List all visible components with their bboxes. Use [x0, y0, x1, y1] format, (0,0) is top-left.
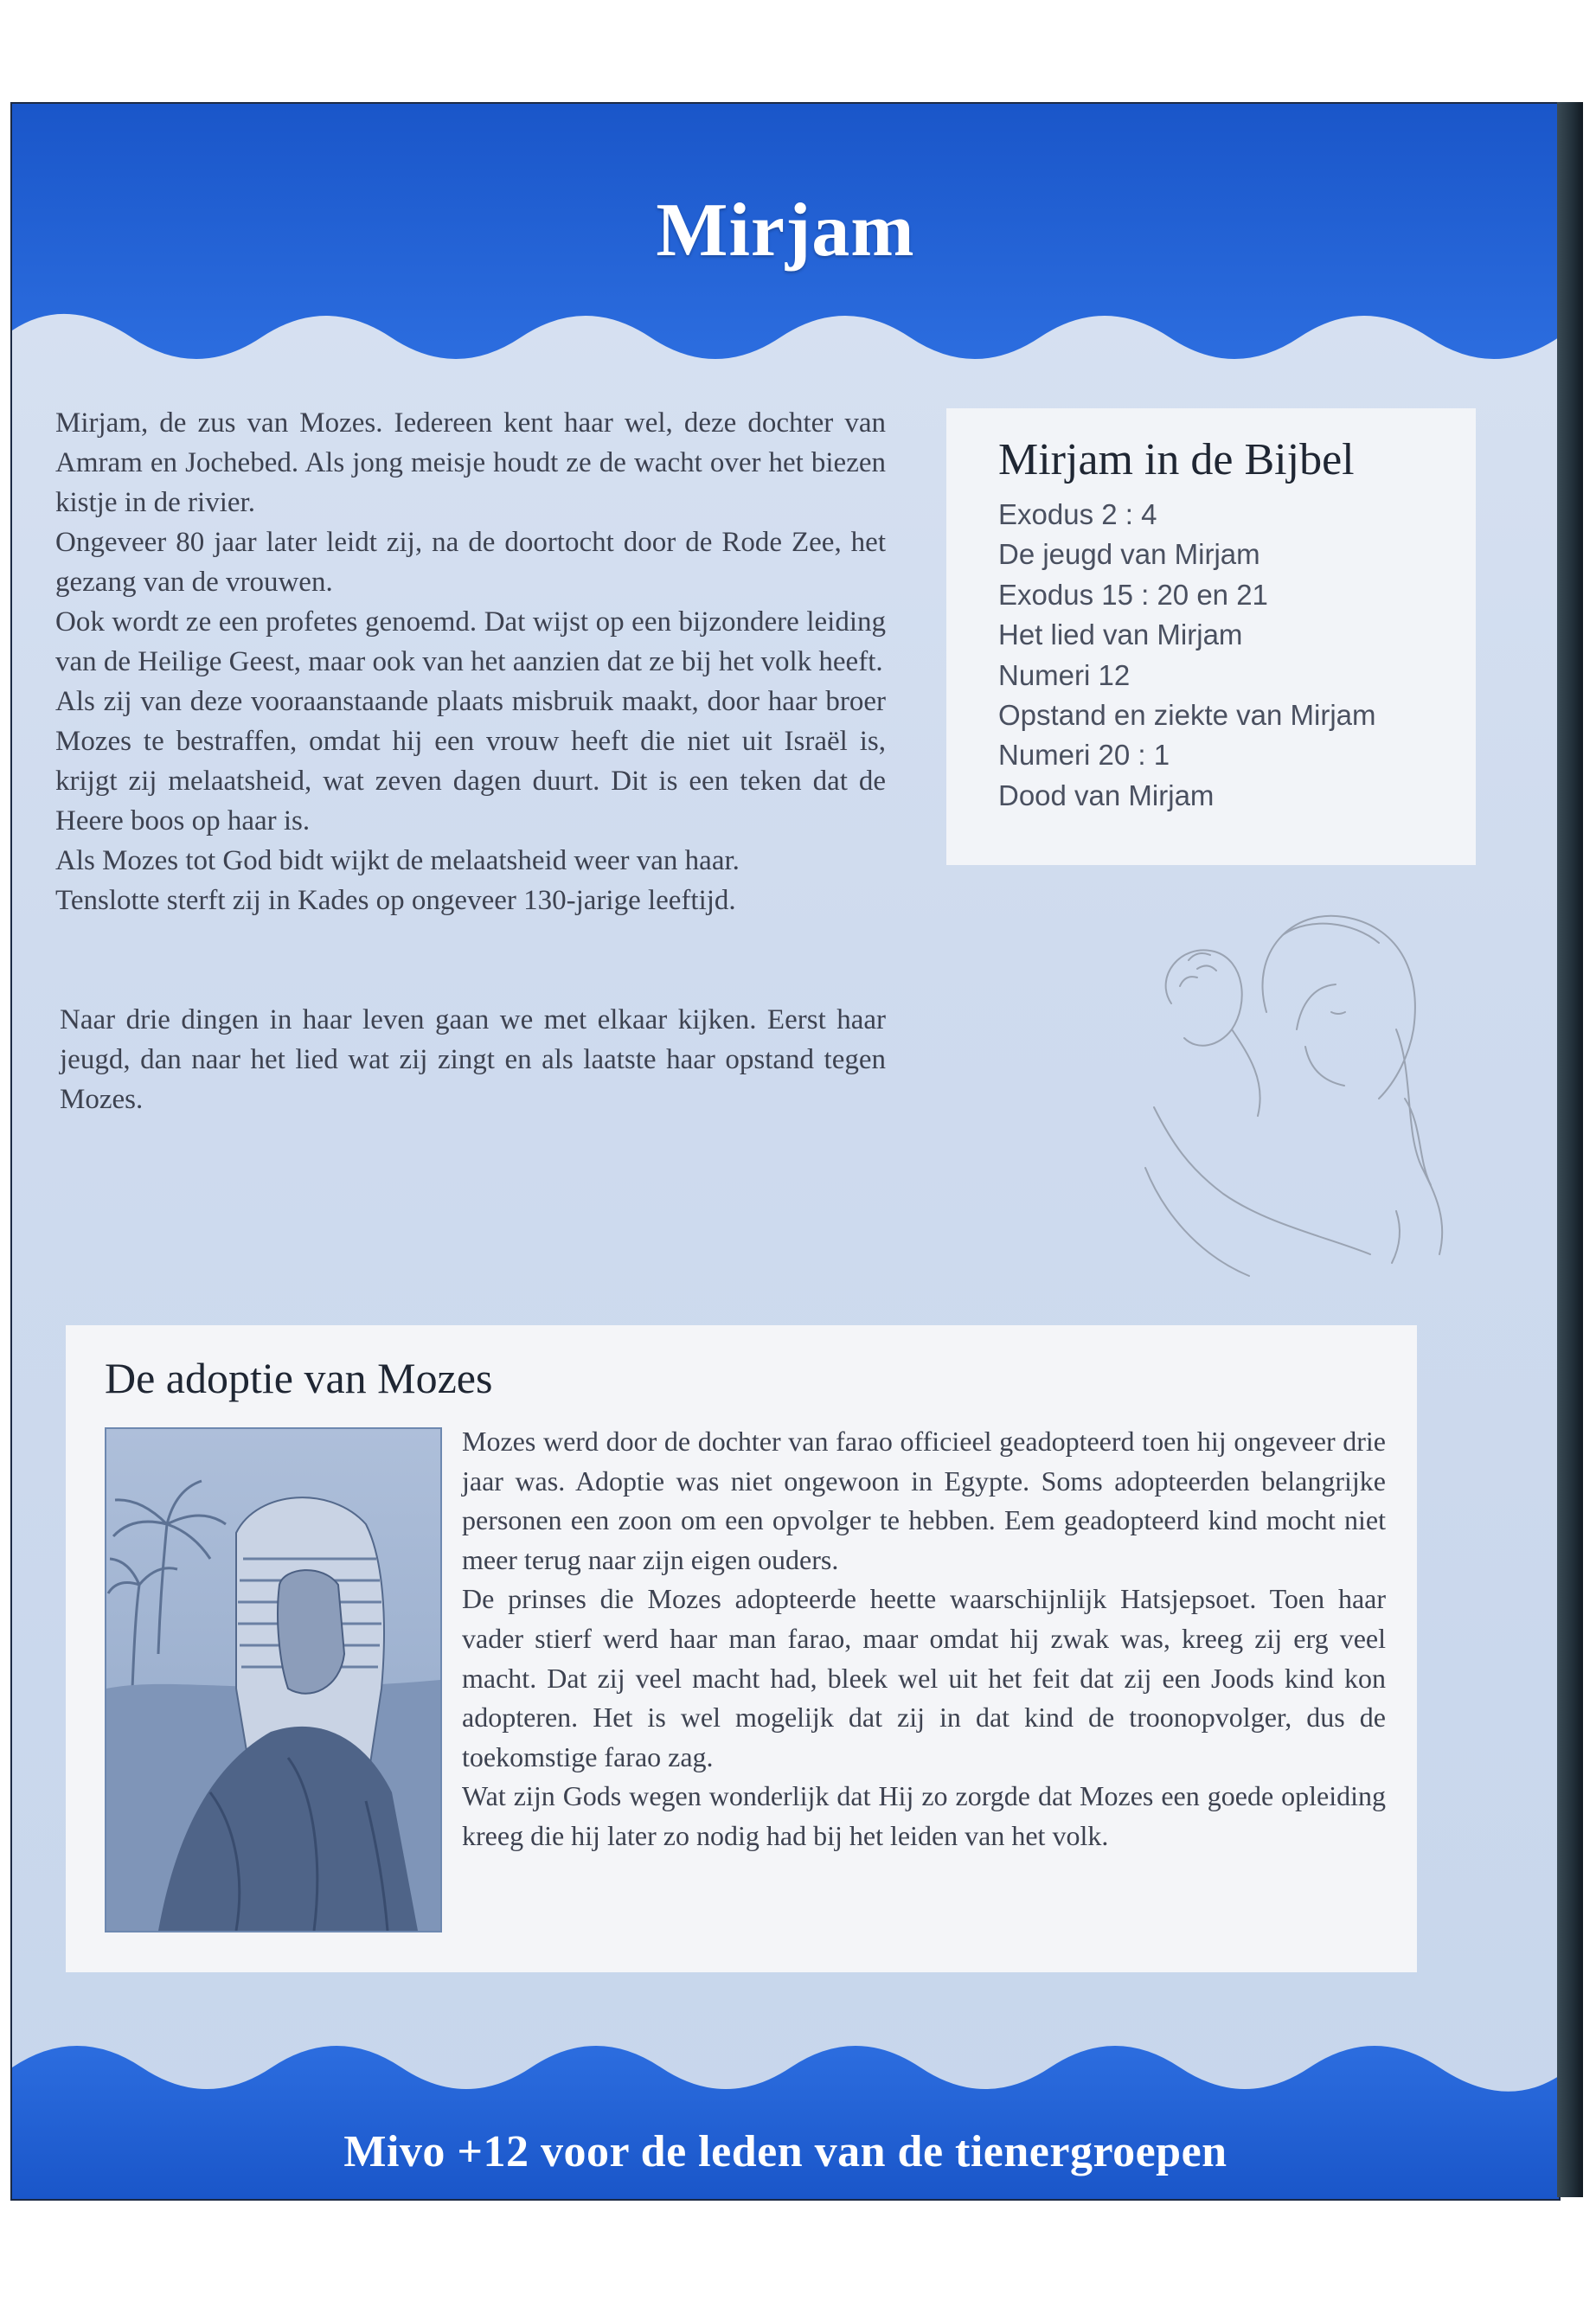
- footer-text: Mivo +12 voor de leden van de tienergroepen: [343, 2127, 1227, 2176]
- bible-references-box: [946, 408, 1476, 865]
- intro-paragraph: Ook wordt ze een profetes genoemd. Dat wijst op een bijzondere leiding van de Heilige Geest, maar ook van het aanzien dat ze bij het volk heeft.: [55, 606, 886, 677]
- intro-text: [55, 403, 886, 920]
- closing-paragraph: Naar drie dingen in haar leven gaan we met elkaar kijken. Eerst haar jeugd, dan naar het lied wat zij zingt en als laatste haar opstand tegen Mozes.: [60, 1004, 886, 1115]
- bible-reference-item: Exodus 2 : 4: [998, 498, 1157, 530]
- intro-paragraph: Als zij van deze vooraanstaande plaats misbruik maakt, door haar broer Mozes te bestraffen, omdat hij een vrouw heeft die niet uit Israël is, krijgt zij melaatsheid, wat zeven dagen duurt. Dit is een teken dat de Heere boos op haar is.: [55, 686, 886, 836]
- adoption-box: [66, 1325, 1417, 1972]
- bible-box-title: Mirjam in de Bijbel: [998, 435, 1355, 484]
- bible-reference-item: Dood van Mirjam: [998, 779, 1215, 811]
- intro-paragraph: Mirjam, de zus van Mozes. Iedereen kent haar wel, deze dochter van Amram en Jochebed. Als jong meisje houdt ze de wacht over het biezen kistje in de rivier.: [55, 407, 886, 518]
- bible-reference-item: Exodus 15 : 20 en 21: [998, 578, 1268, 611]
- intro-paragraph: Tenslotte sterft zij in Kades op ongeveer 130-jarige leeftijd.: [55, 885, 736, 916]
- intro-paragraph: Ongeveer 80 jaar later leidt zij, na de doortocht door de Rode Zee, het gezang van de vrouwen.: [55, 527, 886, 598]
- page-title: Mirjam: [656, 189, 915, 272]
- adoption-text: [462, 1422, 1386, 1856]
- adoption-paragraph: Wat zijn Gods wegen wonderlijk dat Hij zo zorgde dat Mozes een goede opleiding kreeg die hij later zo nodig had bij het leiden van het volk.: [462, 1780, 1386, 1851]
- intro-paragraph: Als Mozes tot God bidt wijkt de melaatsheid weer van haar.: [55, 845, 740, 876]
- adoption-title: De adoptie van Mozes: [105, 1354, 493, 1402]
- mother-child-sketch: [1137, 882, 1483, 1289]
- bible-reference-item: Numeri 20 : 1: [998, 739, 1170, 772]
- adoption-paragraph: De prinses die Mozes adopteerde heette waarschijnlijk Hatsjepsoet. Toen haar vader stierf werd haar man farao, maar omdat hij zwak was, kreeg zij erg veel macht. Dat zij veel macht had, bleek wel uit het feit dat zij een Joods kind kon adopteren. Het is wel mogelijk dat zij in dat kind de troonopvolger, dus de toekomstige farao zag.: [462, 1583, 1386, 1772]
- book-binding-edge: [1557, 102, 1583, 2197]
- bible-reference-list: [998, 495, 1376, 816]
- page: [10, 102, 1561, 2201]
- bible-reference-item: Opstand en ziekte van Mirjam: [998, 699, 1376, 732]
- bible-reference-item: De jeugd van Mirjam: [998, 538, 1260, 571]
- pharaoh-illustration: [105, 1427, 442, 1932]
- bible-reference-item: Numeri 12: [998, 658, 1131, 691]
- adoption-paragraph: Mozes werd door de dochter van farao officieel geadopteerd toen hij ongeveer drie jaar was. Adoptie was niet ongewoon in Egypte. Soms adopteerden belangrijke personen een zoon om een opvolger te hebben. Eem geadopteerd kind mocht niet meer terug naar zijn eigen ouders.: [462, 1426, 1386, 1575]
- bible-reference-item: Het lied van Mirjam: [998, 619, 1243, 651]
